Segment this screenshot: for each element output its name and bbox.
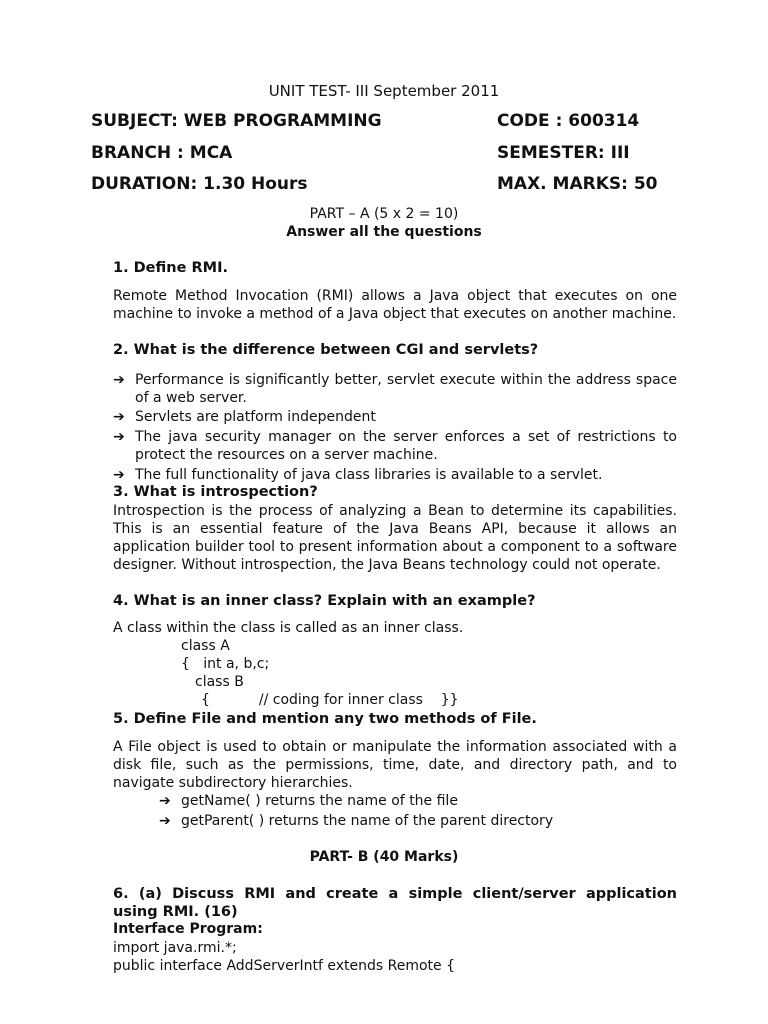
question-3: 3. What is introspection? [113, 484, 318, 500]
branch-line: BRANCH : MCA [91, 143, 233, 163]
question-4: 4. What is an inner class? Explain with an example? [113, 593, 536, 609]
duration-line: DURATION: 1.30 Hours [91, 174, 308, 194]
code-line: public interface AddServerIntf extends Remote { [113, 958, 455, 974]
arrow-bullet-icon: ➔ [113, 429, 125, 445]
list-item: ➔ getName( ) returns the name of the file [159, 793, 458, 809]
part-a-instruction: Answer all the questions [286, 224, 482, 240]
part-a-heading: PART – A (5 x 2 = 10) [309, 206, 459, 222]
semester-line: SEMESTER: III [497, 143, 630, 163]
question-2: 2. What is the difference between CGI and servlets? [113, 342, 539, 358]
code-line: { int a, b,c; [181, 656, 270, 672]
arrow-bullet-icon: ➔ [113, 372, 125, 388]
list-item: ➔ getParent( ) returns the name of the parent directory [159, 813, 554, 829]
code-line: class B [195, 674, 244, 690]
answer-5: A File object is used to obtain or manipulate the information associated with a disk file, such as the permissions, time, date, and directory path, and to navigate subdirectory hierarchies. [113, 739, 677, 791]
arrow-bullet-icon: ➔ [159, 813, 171, 829]
question-6: 6. (a) Discuss RMI and create a simple client/server application using RMI. (16) [113, 886, 677, 920]
code-line: CODE : 600314 [497, 111, 640, 131]
answer-4: A class within the class is called as an inner class. [113, 620, 464, 636]
code-line: { // coding for inner class }} [201, 692, 459, 708]
arrow-bullet-icon: ➔ [113, 467, 125, 483]
answer-3: Introspection is the process of analyzing a Bean to determine its capabilities. This is an essential feature of the Java Beans API, because it allows an application builder tool to present information about a component to a software designer. Without introspection, the Java Beans technology could not operate. [113, 503, 677, 573]
question-1: 1. Define RMI. [113, 260, 228, 276]
code-line: class A [181, 638, 230, 654]
list-item: ➔ Servlets are platform independent [113, 409, 376, 425]
list-item: ➔ The java security manager on the server enforces a set of restrictions to protect the resources on a server machine. [113, 429, 677, 463]
code-line: import java.rmi.*; [113, 940, 237, 956]
test-title: UNIT TEST- III September 2011 [268, 82, 500, 100]
part-b-heading: PART- B (40 Marks) [309, 849, 459, 865]
arrow-bullet-icon: ➔ [159, 793, 171, 809]
interface-program-heading: Interface Program: [113, 921, 263, 937]
arrow-bullet-icon: ➔ [113, 409, 125, 425]
subject-line: SUBJECT: WEB PROGRAMMING [91, 111, 382, 131]
max-marks-line: MAX. MARKS: 50 [497, 174, 658, 194]
answer-1: Remote Method Invocation (RMI) allows a Java object that executes on one machine to invoke a method of a Java object that executes on another machine. [113, 288, 677, 322]
list-item: ➔ Performance is significantly better, servlet execute within the address space of a web server. [113, 372, 677, 406]
question-5: 5. Define File and mention any two methods of File. [113, 711, 537, 727]
list-item: ➔ The full functionality of java class libraries is available to a servlet. [113, 467, 603, 483]
